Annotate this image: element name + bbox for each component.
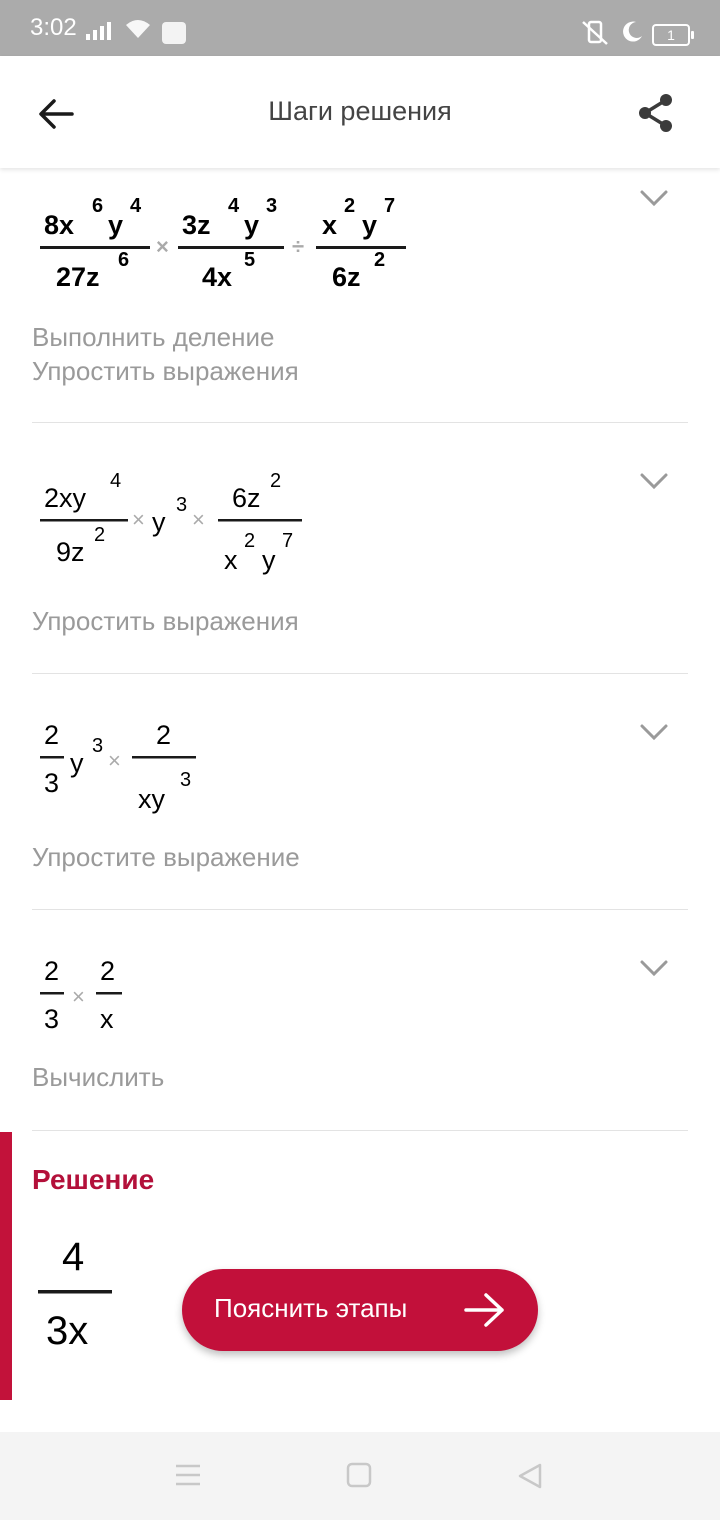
answer-numerator: 4 <box>62 1235 85 1279</box>
svg-text:2xy: 2xy <box>44 483 87 513</box>
step-3-expression <box>38 712 258 827</box>
svg-text:2: 2 <box>94 524 106 546</box>
svg-text:3z: 3z <box>182 210 211 240</box>
solution-step-1[interactable] <box>32 170 688 420</box>
divider <box>32 1130 688 1131</box>
page-title: Шаги решения <box>268 96 452 126</box>
step-1-description-line-1: Выполнить деление <box>32 322 275 352</box>
step-4-expression <box>38 948 158 1053</box>
svg-text:6z: 6z <box>232 483 261 513</box>
share-icon[interactable] <box>636 92 676 134</box>
svg-text:×: × <box>108 748 121 773</box>
step-1-description <box>32 320 299 388</box>
svg-text:2: 2 <box>100 956 116 986</box>
svg-text:y: y <box>262 545 276 575</box>
svg-text:y: y <box>152 507 166 537</box>
step-3-description <box>32 840 300 874</box>
s1-t1: 8x <box>44 210 75 240</box>
step-1-description-line-2: Упростить выражения <box>32 356 299 386</box>
chevron-down-icon[interactable] <box>638 471 670 491</box>
chevron-down-icon[interactable] <box>638 722 670 742</box>
explain-steps-button[interactable] <box>182 1269 538 1351</box>
step-4-description-line-1: Вычислить <box>32 1062 165 1092</box>
svg-text:4: 4 <box>228 195 240 217</box>
chevron-down-icon[interactable] <box>638 188 670 208</box>
solution-title: Решение <box>32 1164 155 1195</box>
svg-text:y: y <box>362 210 378 240</box>
recent-apps-icon[interactable] <box>174 1462 202 1488</box>
svg-text:5: 5 <box>244 249 256 271</box>
solution-step-4[interactable] <box>32 910 688 1130</box>
svg-text:2: 2 <box>44 720 60 750</box>
svg-text:2: 2 <box>44 956 60 986</box>
svg-text:x: x <box>224 545 238 575</box>
system-nav-bar <box>0 1432 720 1520</box>
step-4-description <box>32 1060 164 1094</box>
svg-text:÷: ÷ <box>292 234 305 259</box>
svg-text:xy: xy <box>138 784 165 814</box>
svg-text:y: y <box>70 748 84 778</box>
app-bar <box>0 56 720 168</box>
solution-answer <box>38 1228 128 1363</box>
svg-text:y: y <box>244 210 260 240</box>
signal-icon <box>86 20 114 40</box>
explain-steps-label: Пояснить этапы <box>214 1293 408 1323</box>
step-1-expression <box>38 182 458 307</box>
svg-text:7: 7 <box>282 530 294 552</box>
svg-text:27z: 27z <box>56 262 100 292</box>
svg-text:4: 4 <box>130 195 142 217</box>
battery-icon: 1 <box>652 24 690 46</box>
step-2-description <box>32 604 299 638</box>
svg-text:×: × <box>132 507 145 532</box>
svg-text:3: 3 <box>92 735 104 757</box>
svg-text:3: 3 <box>180 769 192 791</box>
home-icon[interactable] <box>346 1462 374 1488</box>
svg-text:2: 2 <box>344 195 356 217</box>
solution-step-3[interactable] <box>32 674 688 909</box>
svg-text:6z: 6z <box>332 262 361 292</box>
svg-text:2: 2 <box>156 720 172 750</box>
svg-text:3: 3 <box>176 494 188 516</box>
svg-text:7: 7 <box>384 195 396 217</box>
arrow-right-icon <box>464 1291 506 1329</box>
do-not-disturb-icon <box>620 20 644 44</box>
svg-text:2: 2 <box>270 470 282 492</box>
svg-text:9z: 9z <box>56 537 85 567</box>
svg-text:x: x <box>322 210 338 240</box>
svg-text:2: 2 <box>244 530 256 552</box>
solution-step-2[interactable] <box>32 423 688 673</box>
svg-text:×: × <box>72 984 85 1009</box>
mute-icon <box>580 20 610 46</box>
step-2-description-line-1: Упростить выражения <box>32 606 299 636</box>
svg-text:×: × <box>192 507 205 532</box>
answer-denominator: 3x <box>46 1309 89 1353</box>
app-notification-icon <box>162 22 186 44</box>
svg-text:2: 2 <box>374 249 386 271</box>
svg-text:6: 6 <box>118 249 130 271</box>
svg-text:y: y <box>108 210 124 240</box>
step-2-expression <box>38 467 358 592</box>
svg-text:x: x <box>100 1004 114 1034</box>
chevron-down-icon[interactable] <box>638 958 670 978</box>
svg-text:4: 4 <box>110 470 122 492</box>
svg-text:×: × <box>156 234 169 259</box>
solution-accent-bar <box>0 1132 12 1400</box>
svg-text:6: 6 <box>92 195 104 217</box>
status-bar <box>0 0 720 56</box>
back-triangle-icon[interactable] <box>516 1462 544 1490</box>
wifi-icon <box>124 18 152 40</box>
svg-text:3: 3 <box>266 195 278 217</box>
svg-text:3: 3 <box>44 768 60 798</box>
svg-text:4x: 4x <box>202 262 233 292</box>
step-3-description-line-1: Упростите выражение <box>32 842 300 872</box>
status-time: 3:02 <box>30 14 77 41</box>
svg-text:3: 3 <box>44 1004 60 1034</box>
